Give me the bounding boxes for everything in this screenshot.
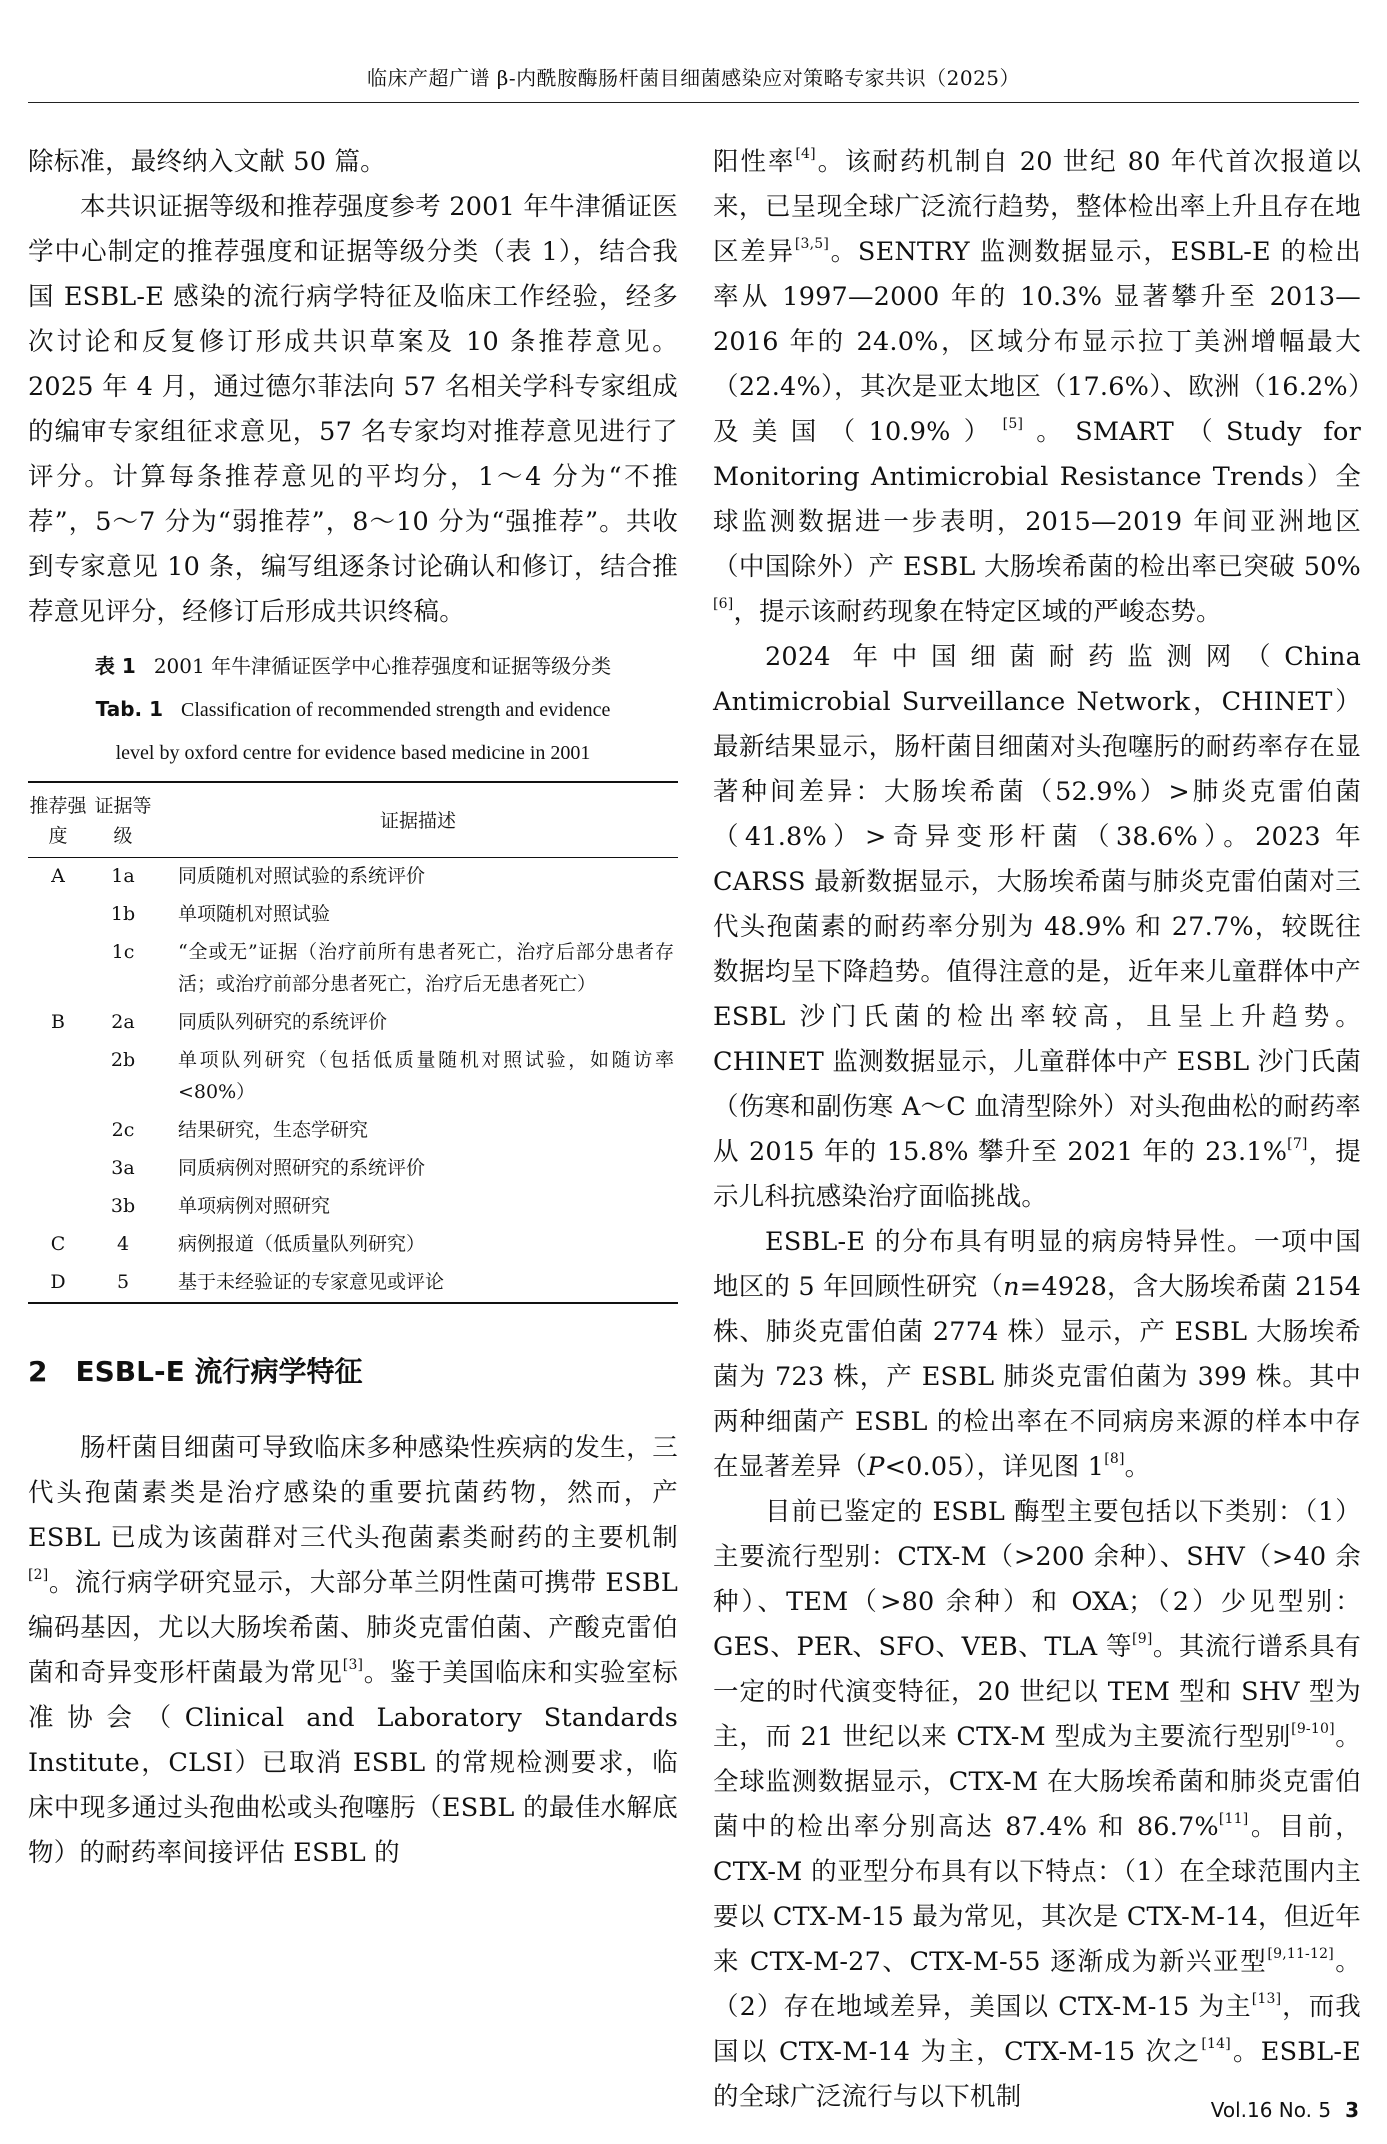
- description-cell: 单项队列研究（包括低质量随机对照试验，如随访率<80%）: [178, 1049, 674, 1103]
- section-heading: [28, 1352, 678, 1392]
- level-cell: 2a: [111, 1011, 135, 1033]
- citation: [7]: [1287, 1136, 1308, 1152]
- grade-cell: D: [50, 1271, 66, 1293]
- table-row: [28, 1112, 678, 1150]
- paragraph: 2024 年中国细菌耐药监测网（China Antimicrobial Surveillance Network，CHINET）最新结果显示，肠杆菌目细菌对头孢噻肟的耐药率存在显著种间差异：大肠埃希菌（52.9%）>肺炎克雷伯菌（41.8%）>奇异变形杆菌（38.6%）。2023 年 CARSS 最新数据显示，大肠埃希菌与肺炎克雷伯菌对三代头孢菌素的耐药率分别为 48.9% 和 27.7%，较既往数据均呈下降趋势。值得注意的是，近年来儿童群体中产 ESBL 沙门氏菌的检出率较高，且呈上升趋势。CHINET 监测数据显示，儿童群体中产 ESBL 沙门氏菌（伤寒和副伤寒 A～C 血清型除外）对头孢曲松的耐药率从 2015 年的 15.8% 攀升至 2021 年的 23.1%[7]，提示儿科抗感染治疗面临挑战。: [713, 642, 1361, 1212]
- description-cell: 单项病例对照研究: [178, 1195, 331, 1217]
- level-cell: 1c: [111, 941, 135, 963]
- level-cell: 2c: [111, 1119, 135, 1141]
- table-caption: [28, 645, 678, 775]
- level-cell: 1b: [110, 903, 136, 925]
- column-header-level: 证据等级: [88, 782, 158, 858]
- level-cell: 3b: [110, 1195, 136, 1217]
- paragraph: 本共识证据等级和推荐强度参考 2001 年牛津循证医学中心制定的推荐强度和证据等级分类（表 1），结合我国 ESBL-E 感染的流行病学特征及临床工作经验，经多次讨论和反复修订形成共识草案及 10 条推荐意见。2025 年 4 月，通过德尔菲法向 57 名相关学科专家组成的编审专家组征求意见，57 名专家均对推荐意见进行了评分。计算每条推荐意见的平均分，1～4 分为“不推荐”，5～7 分为“弱推荐”，8～10 分为“强推荐”。共收到专家意见 10 条，编写组逐条讨论确认和修订，结合推荐意见评分，经修订后形成共识终稿。: [28, 192, 678, 627]
- header-rule: [28, 102, 1359, 103]
- grade-cell: [28, 1042, 88, 1112]
- description-cell: 结果研究，生态学研究: [178, 1119, 369, 1141]
- column-header-grade: 推荐强度: [28, 782, 88, 858]
- table-row: [28, 1042, 678, 1112]
- description-cell: 同质随机对照试验的系统评价: [178, 865, 426, 887]
- level-cell: 2b: [110, 1049, 136, 1071]
- grade-cell: [28, 1188, 88, 1226]
- citation: [14]: [1201, 2036, 1231, 2052]
- citation: [5]: [1002, 416, 1024, 432]
- italic-variable: n: [1003, 1272, 1020, 1302]
- citation: [13]: [1251, 1991, 1282, 2007]
- right-column: [713, 140, 1361, 2120]
- level-cell: 5: [116, 1271, 130, 1293]
- paragraph: 阳性率[4]。该耐药机制自 20 世纪 80 年代首次报道以来，已呈现全球广泛流行趋势，整体检出率上升且存在地区差异[3,5]。SENTRY 监测数据显示，ESBL-E 的检出率从 1997—2000 年的 10.3% 显著攀升至 2013—2016 年的 24.0%，区域分布显示拉丁美洲增幅最大（22.4%），其次是亚太地区（17.6%）、欧洲（16.2%）及美国（10.9%）[5]。SMART（Study for Monitoring Antimicrobial Resistance Trends）全球监测数据进一步表明，2015—2019 年间亚洲地区（中国除外）产 ESBL 大肠埃希菌的检出率已突破 50%[6]，提示该耐药现象在特定区域的严峻态势。: [713, 146, 1361, 627]
- citation: [8]: [1104, 1451, 1125, 1467]
- level-cell: 4: [116, 1233, 130, 1255]
- description-cell: 同质病例对照研究的系统评价: [178, 1157, 426, 1179]
- citation: [9-10]: [1291, 1721, 1335, 1737]
- level-cell: 3a: [111, 1157, 135, 1179]
- level-cell: 1a: [111, 865, 135, 887]
- grade-cell: B: [51, 1011, 65, 1033]
- section-title: ESBL-E 流行病学特征: [75, 1355, 363, 1388]
- table-title-en-line2: level by oxford centre for evidence based medicine in 2001: [115, 742, 591, 764]
- grade-cell: [28, 1112, 88, 1150]
- table-body: [28, 858, 678, 1304]
- citation: [6]: [713, 596, 734, 612]
- grade-cell: [28, 934, 88, 1004]
- running-header: 临床产超广谱 β-内酰胺酶肠杆菌目细菌感染应对策略专家共识（2025）: [366, 66, 1021, 90]
- description-cell: 基于未经验证的专家意见或评论: [178, 1271, 445, 1293]
- table-row: [28, 1226, 678, 1264]
- table-title-en-line1: Classification of recommended strength and evidence: [181, 699, 611, 721]
- description-cell: 病例报道（低质量队列研究）: [178, 1233, 426, 1255]
- citation: [4]: [795, 146, 816, 162]
- grade-cell: [28, 896, 88, 934]
- citation: [9]: [1132, 1631, 1153, 1647]
- column-header-description: 证据描述: [158, 782, 678, 858]
- table-row: [28, 1150, 678, 1188]
- paragraph: 除标准，最终纳入文献 50 篇。: [28, 147, 386, 177]
- table-row: [28, 1264, 678, 1303]
- description-cell: “全或无”证据（治疗前所有患者死亡，治疗后部分患者存活；或治疗前部分患者死亡，治疗后无患者死亡）: [178, 941, 674, 995]
- table-label-zh: 表 1: [94, 654, 136, 678]
- description-cell: 单项随机对照试验: [178, 903, 331, 925]
- citation: [2]: [28, 1567, 49, 1583]
- left-column: [28, 140, 678, 1876]
- table-header-row: [28, 782, 678, 858]
- table-row: [28, 858, 678, 897]
- citation: [3]: [342, 1657, 364, 1673]
- table-title-zh: 2001 年牛津循证医学中心推荐强度和证据等级分类: [153, 654, 612, 678]
- table-row: [28, 1188, 678, 1226]
- evidence-table: [28, 781, 678, 1304]
- grade-cell: [28, 1150, 88, 1188]
- table-row: [28, 896, 678, 934]
- section-number: 2: [28, 1355, 48, 1388]
- italic-variable: P: [867, 1452, 885, 1482]
- table-label-en: Tab. 1: [95, 697, 164, 721]
- table-row: [28, 1004, 678, 1042]
- volume-info: Vol.16 No. 5: [1210, 2098, 1332, 2122]
- paragraph: 目前已鉴定的 ESBL 酶型主要包括以下类别：（1）主要流行型别：CTX-M（>200 余种）、SHV（>40 余种）、TEM（>80 余种）和 OXA；（2）少见型别：GES、PER、SFO、VEB、TLA 等[9]。其流行谱系具有一定的时代演变特征，20 世纪以 TEM 型和 SHV 型为主，而 21 世纪以来 CTX-M 型成为主要流行型别[9-10]。全球监测数据显示，CTX-M 在大肠埃希菌和肺炎克雷伯菌中的检出率分别高达 87.4% 和 86.7%[11]。目前，CTX-M 的亚型分布具有以下特点：（1）在全球范围内主要以 CTX-M-15 最为常见，其次是 CTX-M-14，但近年来 CTX-M-27、CTX-M-55 逐渐成为新兴亚型[9,11-12]。（2）存在地域差异，美国以 CTX-M-15 为主[13]，而我国以 CTX-M-14 为主，CTX-M-15 次之[14]。ESBL-E 的全球广泛流行与以下机制: [713, 1497, 1362, 2112]
- table-row: [28, 934, 678, 1004]
- citation: [9,11-12]: [1267, 1946, 1334, 1962]
- grade-cell: A: [51, 865, 65, 887]
- paragraph: 肠杆菌目细菌可导致临床多种感染性疾病的发生，三代头孢菌素类是治疗感染的重要抗菌药物，然而，产 ESBL 已成为该菌群对三代头孢菌素类耐药的主要机制[2]。流行病学研究显示，大部分革兰阴性菌可携带 ESBL 编码基因，尤以大肠埃希菌、肺炎克雷伯菌、产酸克雷伯菌和奇异变形杆菌最为常见[3]。鉴于美国临床和实验室标准协会（Clinical and Laboratory Standards Institute，CLSI）已取消 ESBL 的常规检测要求，临床中现多通过头孢曲松或头孢噻肟（ESBL 的最佳水解底物）的耐药率间接评估 ESBL 的: [28, 1433, 678, 1868]
- paragraph: ESBL-E 的分布具有明显的病房特异性。一项中国地区的 5 年回顾性研究（n=4928，含大肠埃希菌 2154 株、肺炎克雷伯菌 2774 株）显示，产 ESBL 大肠埃希菌为 723 株，产 ESBL 肺炎克雷伯菌为 399 株。其中两种细菌产 ESBL 的检出率在不同病房来源的样本中存在显著差异（P<0.05），详见图 1[8]。: [713, 1227, 1361, 1482]
- page-number: 3: [1345, 2098, 1359, 2122]
- grade-cell: C: [50, 1233, 66, 1255]
- citation: [3,5]: [794, 236, 830, 252]
- description-cell: 同质队列研究的系统评价: [178, 1011, 388, 1033]
- page-footer: [1211, 2098, 1359, 2122]
- citation: [11]: [1218, 1811, 1249, 1827]
